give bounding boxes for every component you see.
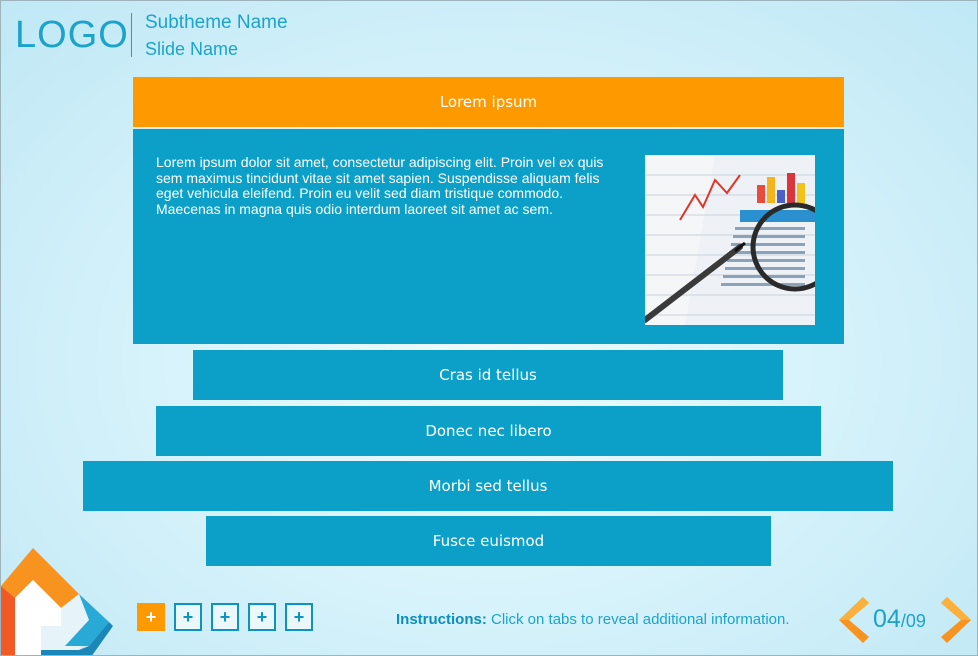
tab-morbi-sed-tellus[interactable]: Morbi sed tellus	[83, 461, 893, 511]
tab-lorem-ipsum[interactable]: Lorem ipsum	[133, 77, 844, 127]
header-divider	[131, 13, 132, 57]
tab-fusce-euismod[interactable]: Fusce euismod	[206, 516, 771, 566]
pager-button-4[interactable]: +	[248, 603, 276, 631]
pager-button-3[interactable]: +	[211, 603, 239, 631]
instructions-body: Click on tabs to reveal additional information.	[486, 611, 790, 628]
logo: LOGO	[15, 14, 129, 56]
page-total: /09	[900, 611, 926, 631]
content-text: Lorem ipsum dolor sit amet, consectetur adipiscing elit. Proin vel ex quis sem maximus tincidunt vitae sit amet sapien. Suspendisse aliquam felis eget vehicula eleifend. Proin eu velit sed diam tristique commodo. Maecenas in magna quis odio interdum laoreet sit amet ac sem.	[156, 154, 604, 217]
finance-report-illustration	[645, 155, 815, 325]
content-panel	[133, 129, 844, 344]
next-arrow-icon[interactable]	[941, 597, 971, 643]
pager-button-1[interactable]: +	[137, 603, 165, 631]
pager-button-2[interactable]: +	[174, 603, 202, 631]
page-current: 04	[873, 605, 901, 633]
instructions-label: Instructions:	[396, 611, 487, 628]
subtheme-title: Subtheme Name	[145, 12, 288, 33]
prev-arrow-icon[interactable]	[839, 597, 869, 643]
instructions-text	[396, 611, 790, 628]
page-counter	[873, 605, 926, 634]
tab-cras-id-tellus[interactable]: Cras id tellus	[193, 350, 783, 400]
pager-button-5[interactable]: +	[285, 603, 313, 631]
tab-donec-nec-libero[interactable]: Donec nec libero	[156, 406, 821, 456]
corner-brand-logo	[1, 546, 113, 656]
slide-title: Slide Name	[145, 39, 239, 59]
finance-report-image	[645, 155, 815, 325]
page-tab-indicator	[137, 603, 313, 631]
